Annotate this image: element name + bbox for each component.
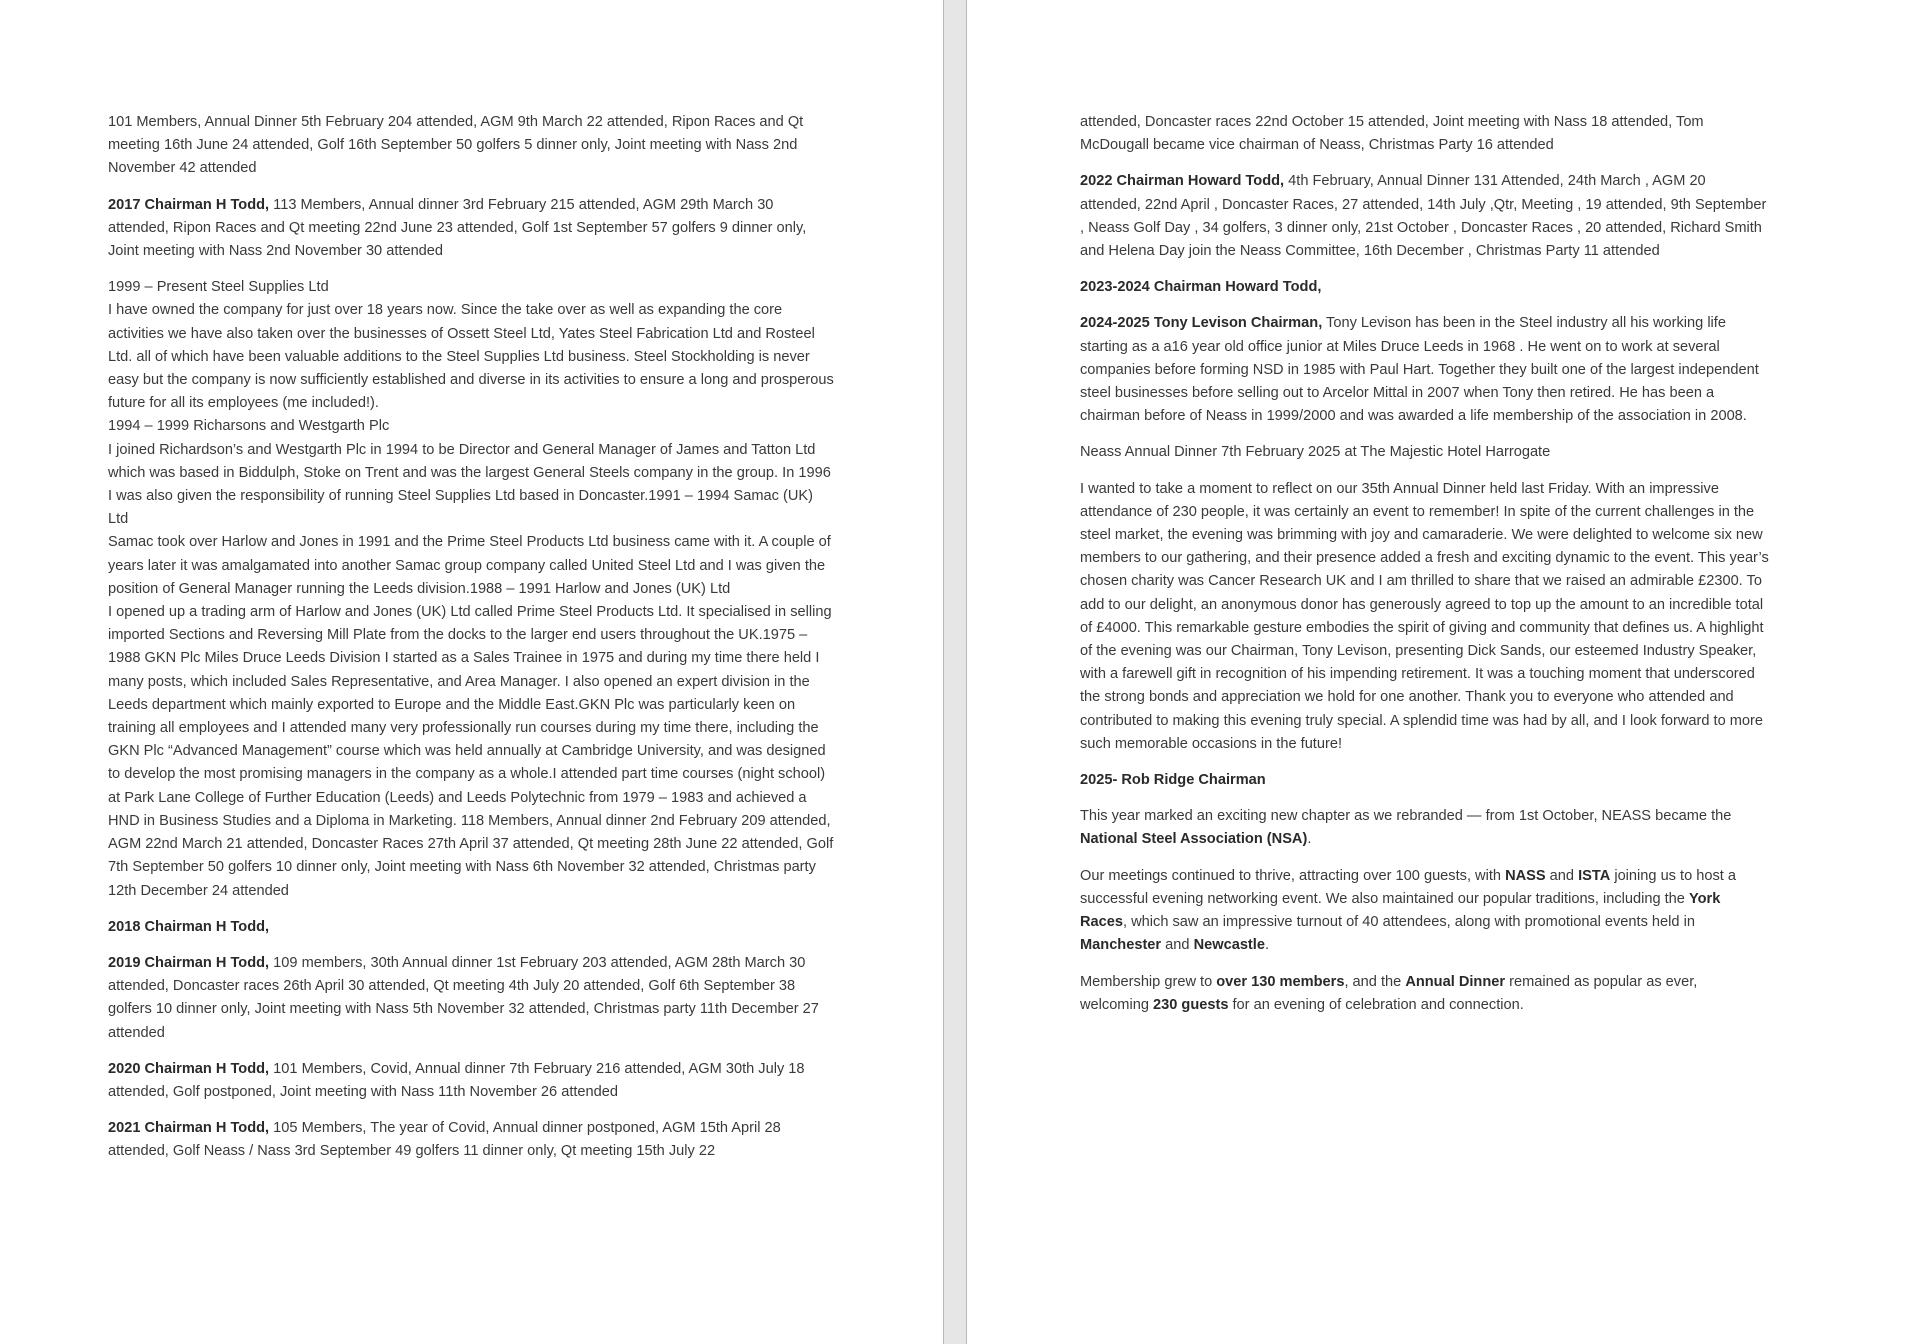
paragraph-2021: 2021 Chairman H Todd, 105 Members, The year of Covid, Annual dinner postponed, AGM 15th April 28 attended, Golf Neass / Nass 3rd September 49 golfers 11 dinner only, Qt meeting 15th July 22 [108,1120,781,1160]
paragraph-2024-2025: 2024-2025 Tony Levison Chairman, Tony Levison has been in the Steel industry all his working life starting as a a16 year old office junior at Miles Druce Leeds in 1968 . He went on to work at several companies before forming NSD in 1985 with Paul Hart. Together they built one of the largest independent steel businesses before selling out to Arcelor Mittal in 2007 when Tony then retired. He has been a chairman before of Neass in 1999/2000 and was awarded a life membership of the association in 2008. [1080,315,1759,425]
page-divider-left [943,0,944,1344]
paragraph-annual-dinner-reflection: I wanted to take a moment to reflect on our 35th Annual Dinner held last Friday. With an impressive attendance of 230 people, it was certainly an event to remember! In spite of the current challenges in the steel market, the evening was brimming with joy and camaraderie. We were delighted to welcome six new members to our gathering, and their presence added a fresh and exciting dynamic to the event. This year’s chosen charity was Cancer Research UK and I am thrilled to share that we raised an admirable £2300. To add to our delight, an anonymous donor has generously agreed to top up the amount to an incredible total of £4000. This remarkable gesture embodies the spirit of giving and community that defines us. A highlight of the evening was our Chairman, Tony Levison, presenting Dick Sands, our esteemed Industry Speaker, with a farewell gift in recognition of his impending retirement. It was a touching moment that underscored the strong bonds and appreciation we hold for one another. Thank you to everyone who attended and contributed to making this evening truly special. A splendid time was had by all, and I look forward to more such memorable occasions in the future! [1080,480,1769,752]
document-page-right [967,0,1920,1344]
heading-2021-chairman: 2021 Chairman H Todd, [108,1120,270,1137]
heading-2017-chairman: 2017 Chairman H Todd, [108,196,270,213]
page-left-content [108,111,836,1177]
heading-richarsons-westgarth: 1994 – 1999 Richarsons and Westgarth Plc [108,418,390,435]
heading-2025-chairman: 2025- Rob Ridge Chairman [1080,772,1266,789]
heading-2018-chairman: 2018 Chairman H Todd, [108,918,270,935]
paragraph-2016-summary: 101 Members, Annual Dinner 5th February 204 attended, AGM 9th March 22 attended, Ripon Races and Qt meeting 16th June 24 attended, Golf 16th September 50 golfers 5 dinner only, Joint meeting with Nass 2nd November 42 attended [108,114,804,177]
paragraph-steel-supplies: I have owned the company for just over 18 years now. Since the take over as well as expanding the core activities we have also taken over the businesses of Ossett Steel Ltd, Yates Steel Fabrication Ltd and Rosteel Ltd. all of which have been valuable additions to the Steel Supplies Ltd business. Steel Stockholding is never easy but the company is now sufficiently established and diverse in its activities to ensure a long and prosperous future for all its employees (me included!). [108,302,834,412]
document-page-left [0,0,943,1344]
paragraph-rebrand: This year marked an exciting new chapter as we rebranded — from 1st October, NEASS became the National Steel Association (NSA). [1080,808,1732,848]
heading-annual-dinner-2025: Neass Annual Dinner 7th February 2025 at The Majestic Hotel Harrogate [1080,444,1551,461]
paragraph-harlow-jones-gkn: I opened up a trading arm of Harlow and Jones (UK) Ltd called Prime Steel Products Ltd. It specialised in selling imported Sections and Reversing Mill Plate from the docks to the larger end users throughout the UK.1975 – 1988 GKN Plc Miles Druce Leeds Division I started as a Sales Trainee in 1975 and during my time there held I many posts, which included Sales Representative, and Area Manager. I also opened an expert division in the Leeds department which mainly exported to Europe and the Middle East.GKN Plc was particularly keen on training all employees and I attended many very professionally run courses during my time there, including the GKN Plc “Advanced Management” course which was held annually at Cambridge University, and was designed to develop the most promising managers in the company as a whole.I attended part time courses (night school) at Park Lane College of Further Education (Leeds) and Leeds Polytechnic from 1979 – 1983 and achieved a HND in Business Studies and a Diploma in Marketing. 118 Members, Annual dinner 2nd February 209 attended, AGM 22nd March 21 attended, Doncaster Races 27th April 37 attended, Qt meeting 28th June 22 attended, Golf 7th September 50 golfers 10 dinner only, Joint meeting with Nass 6th November 32 attended, Christmas party 12th December 24 attended [108,604,834,899]
paragraph-samac: Samac took over Harlow and Jones in 1991 and the Prime Steel Products Ltd business came with it. A couple of years later it was amalgamated into another Samac group company called United Steel Ltd and I was given the position of General Manager running the Leeds division.1988 – 1991 Harlow and Jones (UK) Ltd [108,534,831,597]
paragraph-membership: Membership grew to over 130 members, and the Annual Dinner remained as popular as ever, welcoming 230 guests for an evening of celebration and connection. [1080,973,1698,1013]
paragraph-2025 [1080,769,1770,792]
paragraph-2018 [108,916,836,939]
heading-2019-chairman: 2019 Chairman H Todd, [108,954,270,971]
paragraph-2022: 2022 Chairman Howard Todd, 4th February, Annual Dinner 131 Attended, 24th March , AGM 20 attended, 22nd April , Doncaster Races, 27 attended, 14th July ,Qtr, Meeting , 19 attended, 9th September , Neass Golf Day , 34 golfers, 3 dinner only, 21st October , Doncaster Races , 20 attended, Richard Smith and Helena Day join the Neass Committee, 16th December , Christmas Party 11 attended [1080,173,1767,260]
paragraph-2021-continued: attended, Doncaster races 22nd October 15 attended, Joint meeting with Nass 18 attended, Tom McDougall became vice chairman of Neass, Christmas Party 16 attended [1080,114,1704,154]
heading-steel-supplies: 1999 – Present Steel Supplies Ltd [108,279,329,296]
paragraph-meetings: Our meetings continued to thrive, attracting over 100 guests, with NASS and ISTA joining us to host a successful evening networking event. We also maintained our popular traditions, including the York Races, which saw an impressive turnout of 40 attendees, along with promotional events held in Manchester and Newcastle. [1080,867,1737,954]
heading-2024-2025-chairman: 2024-2025 Tony Levison Chairman, [1080,315,1323,332]
heading-2020-chairman: 2020 Chairman H Todd, [108,1060,270,1077]
page-right-content [1080,111,1770,1030]
paragraph-2019: 2019 Chairman H Todd, 109 members, 30th Annual dinner 1st February 203 attended, AGM 28th March 30 attended, Doncaster races 26th April 30 attended, Qt meeting 4th July 20 attended, Golf 6th September 38 golfers 10 dinner only, Joint meeting with Nass 5th November 32 attended, Christmas party 11th December 27 attended [108,954,819,1041]
paragraph-2023-2024 [1080,276,1770,299]
heading-2022-chairman: 2022 Chairman Howard Todd, [1080,173,1285,190]
paragraph-2017: 2017 Chairman H Todd, 113 Members, Annual dinner 3rd February 215 attended, AGM 29th March 30 attended, Ripon Races and Qt meeting 22nd June 23 attended, Golf 1st September 57 golfers 9 dinner only, Joint meeting with Nass 2nd November 30 attended [108,196,807,260]
paragraph-2020: 2020 Chairman H Todd, 101 Members, Covid, Annual dinner 7th February 216 attended, AGM 30th July 18 attended, Golf postponed, Joint meeting with Nass 11th November 26 attended [108,1060,805,1100]
heading-2023-2024-chairman: 2023-2024 Chairman Howard Todd, [1080,279,1322,296]
paragraph-richarsons-westgarth: I joined Richardson’s and Westgarth Plc in 1994 to be Director and General Manager of James and Tatton Ltd which was based in Biddulph, Stoke on Trent and was the largest General Steels company in the group. In 1996 I was also given the responsibility of running Steel Supplies Ltd based in Doncaster.1991 – 1994 Samac (UK) Ltd [108,441,831,528]
